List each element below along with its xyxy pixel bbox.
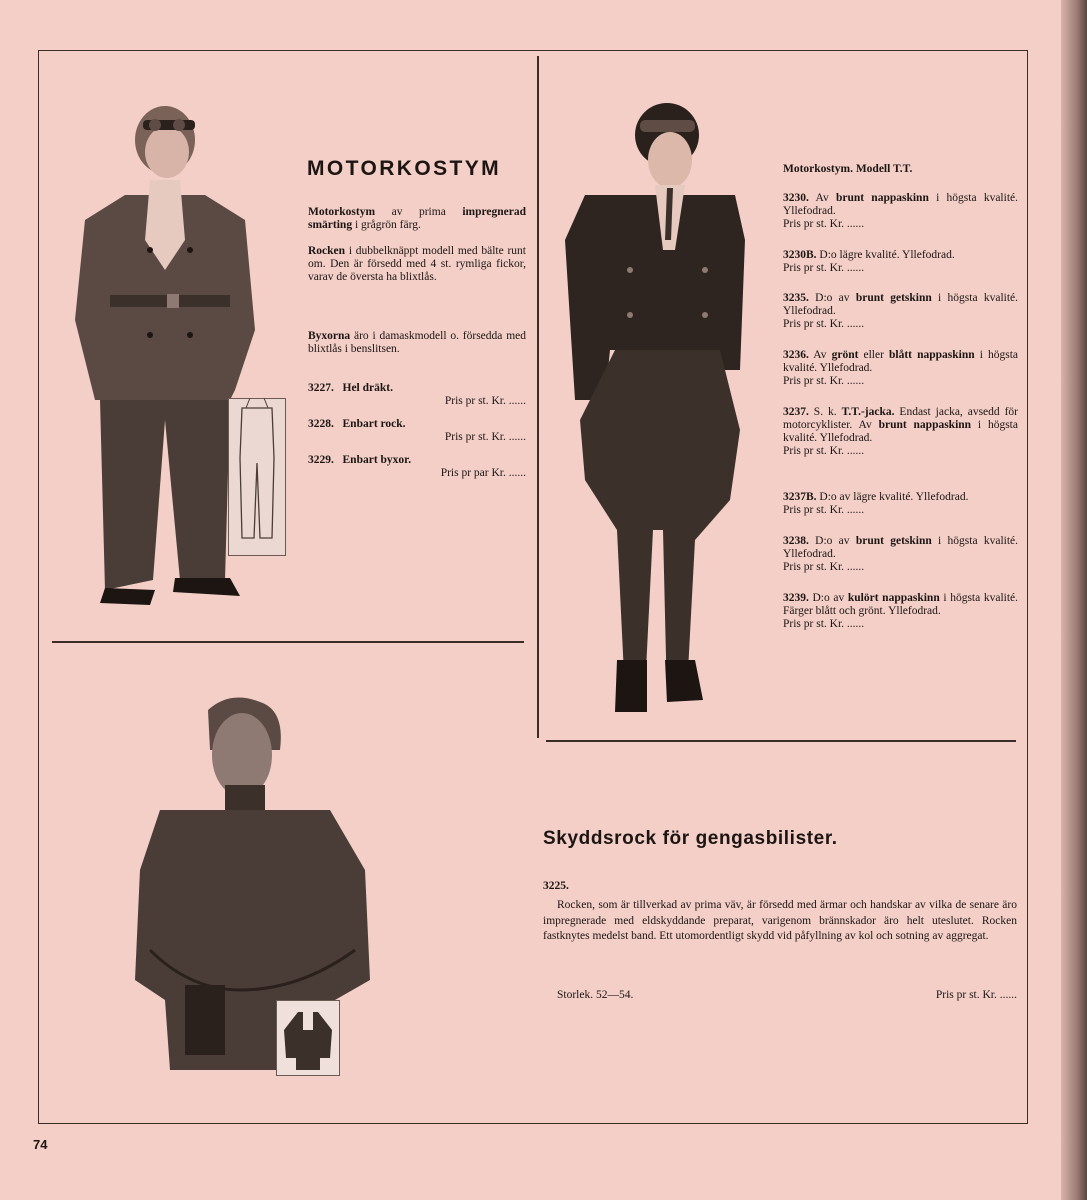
item-3235: 3235. D:o av brunt getskinn i högsta kvalité. Yllefodrad. Pris pr st. Kr. ...... [783,292,1019,330]
item-3230: 3230. Av brunt nappaskinn i högsta kvalité. Yllefodrad. Pris pr st. Kr. ...... [783,192,1018,230]
byxorna-description: Byxorna äro i damaskmodell o. försedda med blixtlås i benslitsen. [308,330,526,355]
skyddsrock-price: Pris pr st. Kr. ...... [935,989,1017,1001]
column-divider [537,56,539,738]
item-3227: 3227. Hel dräkt. Pris pr st. Kr. ...... [308,382,526,407]
motorkostym-title: MOTORKOSTYM [307,157,502,180]
item-3229: 3229. Enbart byxor. Pris pr par Kr. ...... [308,454,526,479]
coat-inset-illustration [276,1000,340,1076]
man-in-leather-tt-suit-illustration [555,100,755,725]
trouser-inset-illustration [228,398,286,556]
item-3237b: 3237B. D:o av lägre kvalité. Yllefodrad. Pris pr st. Kr. ...... [783,491,969,516]
motorkostym-intro: Motorkostym av prima impregnerad smärting i grågrön färg. [308,206,526,231]
item-3236: 3236. Av grönt eller blått nappaskinn i högsta kvalité. Yllefodrad. Pris pr st. Kr. ...... [783,349,1018,387]
page-number: 74 [33,1137,48,1152]
skyddsrock-title: Skyddsrock för gengasbilister. [543,828,838,849]
section-divider-left [52,641,524,643]
skyddsrock-description: Rocken, som är tillverkad av prima väv, är försedd med ärmar och handskar av vilka de senare äro impregnerade med eldskyddande preparat, varigenom brännskador äro helt uteslutet. Rocken fastknytes medelst band. Ett utomordentligt skydd vid påfyllning av kol och sotning av aggregat. [543,899,1017,942]
item-3230b: 3230B. D:o lägre kvalité. Yllefodrad. Pris pr st. Kr. ...... [783,249,955,274]
rocken-description: Rocken i dubbelknäppt modell med bälte runt om. Den är försedd med 4 st. rymliga fickor, varav de översta ha blixtlås. [308,245,526,283]
skyddsrock-size: Storlek. 52—54. [557,989,634,1001]
skyddsrock-number: 3225. [543,880,569,892]
page-edge [1061,0,1087,1200]
item-3238: 3238. D:o av brunt getskinn i högsta kvalité. Yllefodrad. Pris pr st. Kr. ...... [783,535,1019,573]
section-divider-right [546,740,1016,742]
item-3228: 3228. Enbart rock. Pris pr st. Kr. ...... [308,418,526,443]
item-3237: 3237. S. k. T.T.-jacka. Endast jacka, avsedd för motorcyklister. Av brunt nappaskinn i högsta kvalité. Yllefodrad. Pris pr st. Kr. ...... [783,406,1018,457]
item-3239: 3239. D:o av kulört nappaskinn i högsta kvalité. Färger blått och grönt. Yllefodrad. Pris pr st. Kr. ...... [783,592,1019,630]
modell-tt-heading: Motorkostym. Modell T.T. [783,163,913,175]
